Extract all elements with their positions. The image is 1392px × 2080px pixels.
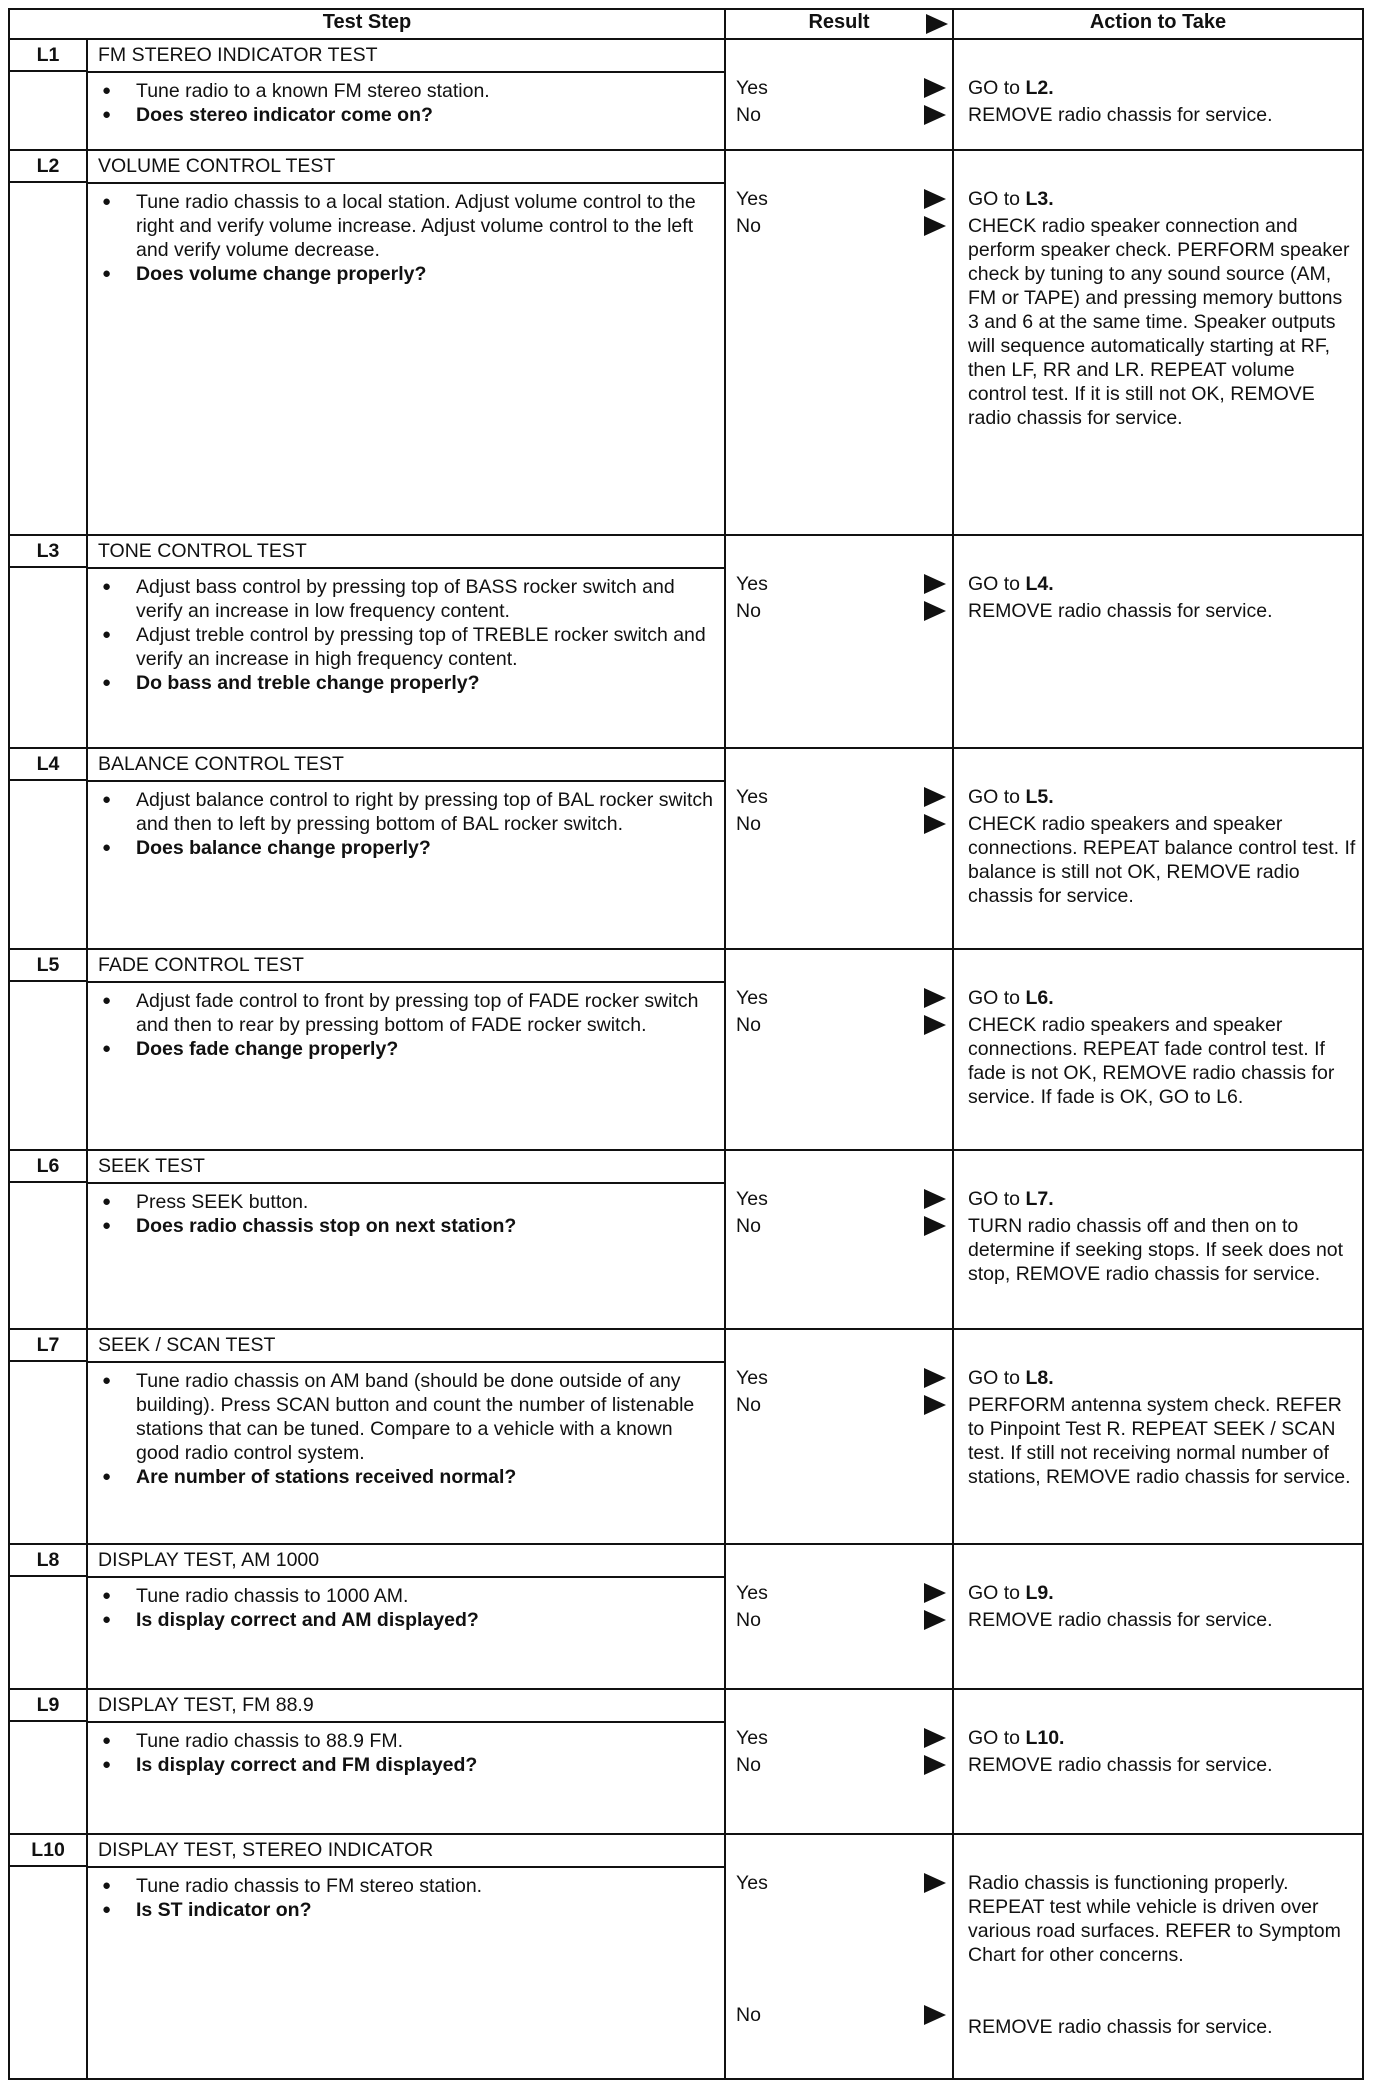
- step-bullets: [98, 575, 716, 695]
- result-no-line: [736, 103, 946, 127]
- step-question: ● Does volume change properly?: [136, 262, 716, 286]
- action-cell: [953, 1689, 1363, 1834]
- step-title: DISPLAY TEST, STEREO INDICATOR: [87, 1834, 725, 1867]
- result-yes: Yes: [736, 573, 768, 595]
- step-instruction: ● Tune radio chassis to FM stereo station.: [136, 1874, 716, 1898]
- yes-action: [968, 1187, 1356, 1211]
- arrow-icon: [924, 787, 946, 807]
- step-title-row: [9, 1689, 1363, 1722]
- result-no-line: [736, 1214, 946, 1238]
- step-body: [87, 1183, 725, 1329]
- step-title: DISPLAY TEST, FM 88.9: [87, 1689, 725, 1722]
- step-body: [87, 1722, 725, 1834]
- result-yes: Yes: [736, 1727, 768, 1749]
- step-instruction: ● Tune radio chassis to a local station. Adjust volume control to the right and verify volume increase. Adjust volume control to the left and verify volume decrease.: [136, 190, 716, 262]
- action-cell: [953, 1834, 1363, 2079]
- yes-action: [968, 187, 1356, 211]
- action-cell: [953, 150, 1363, 535]
- step-id: L6: [10, 1151, 86, 1183]
- arrow-icon: [924, 1873, 946, 1893]
- yes-action-prefix: GO to: [968, 573, 1026, 595]
- result-yes-line: [736, 1581, 946, 1605]
- no-action: REMOVE radio chassis for service.: [968, 104, 1273, 126]
- arrow-icon: [924, 78, 946, 98]
- result-no-line: [736, 599, 946, 623]
- arrow-icon: [924, 105, 946, 125]
- step-instruction: ● Tune radio chassis to 1000 AM.: [136, 1584, 716, 1608]
- step-id-blank: [9, 781, 87, 949]
- step-instruction: ● Press SEEK button.: [136, 1190, 716, 1214]
- yes-action: [968, 785, 1356, 809]
- action-cell: [953, 1150, 1363, 1329]
- step-instruction: ● Adjust treble control by pressing top of TREBLE rocker switch and verify an increase in high frequency content.: [136, 623, 716, 671]
- result-yes-line: [736, 76, 946, 100]
- no-action: CHECK radio speakers and speaker connections. REPEAT balance control test. If balance is still not OK, REMOVE radio chassis for service.: [968, 813, 1356, 907]
- result-yes-line: [736, 1187, 946, 1211]
- arrow-icon: [924, 2005, 946, 2025]
- step-title-row: [9, 949, 1363, 982]
- yes-action-prefix: GO to: [968, 1727, 1026, 1749]
- step-id: L1: [10, 40, 86, 72]
- step-bullets: [98, 1190, 716, 1238]
- arrow-icon: [924, 601, 946, 621]
- result-cell: [725, 39, 953, 150]
- step-title: DISPLAY TEST, AM 1000: [87, 1544, 725, 1577]
- result-no-line: [736, 1393, 946, 1417]
- yes-action-target: L7.: [1025, 1188, 1054, 1210]
- step-bullets: [98, 1369, 716, 1489]
- result-cell: [725, 150, 953, 535]
- result-yes: Yes: [736, 987, 768, 1009]
- step-title: FADE CONTROL TEST: [87, 949, 725, 982]
- action-cell: [953, 949, 1363, 1150]
- step-id-blank: [9, 183, 87, 535]
- yes-action: [968, 986, 1356, 1010]
- step-bullets: [98, 190, 716, 286]
- yes-action-target: L4.: [1025, 573, 1054, 595]
- no-action: REMOVE radio chassis for service.: [968, 1754, 1273, 1776]
- step-id: L8: [10, 1545, 86, 1577]
- arrow-icon: [926, 14, 948, 34]
- result-yes-line: [736, 785, 946, 809]
- header-test-step: Test Step: [9, 9, 725, 39]
- yes-action-target: L2.: [1025, 77, 1054, 99]
- arrow-icon: [924, 189, 946, 209]
- step-title: SEEK / SCAN TEST: [87, 1329, 725, 1362]
- result-no-line: [736, 812, 946, 836]
- no-action: PERFORM antenna system check. REFER to Pinpoint Test R. REPEAT SEEK / SCAN test. If still not receiving normal number of stations, REMOVE radio chassis for service.: [968, 1394, 1351, 1488]
- step-title: BALANCE CONTROL TEST: [87, 748, 725, 781]
- result-no: No: [736, 215, 761, 237]
- no-action: REMOVE radio chassis for service.: [968, 1609, 1273, 1631]
- step-body: [87, 72, 725, 150]
- step-instruction: ● Tune radio chassis to 88.9 FM.: [136, 1729, 716, 1753]
- action-cell: [953, 1329, 1363, 1544]
- arrow-icon: [924, 1395, 946, 1415]
- arrow-icon: [924, 216, 946, 236]
- step-title-row: [9, 535, 1363, 568]
- step-bullets: [98, 1584, 716, 1632]
- step-id-cell: [9, 1689, 87, 1722]
- yes-action-prefix: GO to: [968, 1367, 1026, 1389]
- header-result: [725, 9, 953, 39]
- step-title-row: [9, 748, 1363, 781]
- yes-action-prefix: GO to: [968, 188, 1026, 210]
- arrow-icon: [924, 1216, 946, 1236]
- yes-action: Radio chassis is functioning properly. REPEAT test while vehicle is driven over various road surfaces. REFER to Symptom Chart for other concerns.: [968, 1872, 1341, 1966]
- arrow-icon: [924, 1189, 946, 1209]
- step-title-row: [9, 39, 1363, 72]
- result-no-line: [736, 2003, 946, 2027]
- result-yes: Yes: [736, 1188, 768, 1210]
- step-id-blank: [9, 1183, 87, 1329]
- step-title-row: [9, 1150, 1363, 1183]
- step-instruction: ● Tune radio chassis on AM band (should be done outside of any building). Press SCAN button and count the number of listenable stations that can be tuned. Compare to a vehicle with a known good radio control system.: [136, 1369, 716, 1465]
- step-id-blank: [9, 1362, 87, 1544]
- yes-action: [968, 1726, 1356, 1750]
- pinpoint-test-sheet: [8, 8, 1362, 2080]
- no-action: CHECK radio speaker connection and perform speaker check. PERFORM speaker check by tuning to any sound source (AM, FM or TAPE) and pressing memory buttons 3 and 6 at the same time. Speaker outputs will sequence automatically starting at RF, then LF, RR and LR. REPEAT volume control test. If it is still not OK, REMOVE radio chassis for service.: [968, 215, 1350, 429]
- result-yes-line: [736, 986, 946, 1010]
- result-yes-line: [736, 1366, 946, 1390]
- result-cell: [725, 1150, 953, 1329]
- result-no: No: [736, 1215, 761, 1237]
- step-bullets: [98, 1729, 716, 1777]
- step-question: ● Are number of stations received normal?: [136, 1465, 716, 1489]
- result-no: No: [736, 1014, 761, 1036]
- yes-action-target: L8.: [1025, 1367, 1054, 1389]
- result-yes: Yes: [736, 1582, 768, 1604]
- arrow-icon: [924, 1583, 946, 1603]
- step-id: L3: [10, 536, 86, 568]
- step-instruction: ● Tune radio to a known FM stereo station.: [136, 79, 716, 103]
- arrow-icon: [924, 1015, 946, 1035]
- step-question: ● Is display correct and AM displayed?: [136, 1608, 716, 1632]
- header-action: Action to Take: [953, 9, 1363, 39]
- result-no: No: [736, 2004, 761, 2026]
- yes-action-target: L3.: [1025, 188, 1054, 210]
- arrow-icon: [924, 1755, 946, 1775]
- step-question: ● Do bass and treble change properly?: [136, 671, 716, 695]
- step-id-blank: [9, 1867, 87, 2079]
- step-title-row: [9, 1544, 1363, 1577]
- step-question: ● Is display correct and FM displayed?: [136, 1753, 716, 1777]
- step-id-blank: [9, 72, 87, 150]
- step-id-cell: [9, 1834, 87, 1867]
- action-cell: [953, 39, 1363, 150]
- step-id-blank: [9, 982, 87, 1150]
- result-yes: Yes: [736, 1872, 768, 1894]
- arrow-icon: [924, 988, 946, 1008]
- step-id-cell: [9, 535, 87, 568]
- yes-action-target: L6.: [1025, 987, 1054, 1009]
- result-cell: [725, 1329, 953, 1544]
- yes-action: [968, 1581, 1356, 1605]
- step-question: ● Does stereo indicator come on?: [136, 103, 716, 127]
- step-body: [87, 1362, 725, 1544]
- result-yes: Yes: [736, 77, 768, 99]
- action-cell: [953, 535, 1363, 748]
- yes-action-prefix: GO to: [968, 1582, 1026, 1604]
- step-id: L5: [10, 950, 86, 982]
- result-no-line: [736, 1013, 946, 1037]
- step-title-row: [9, 1329, 1363, 1362]
- step-id-cell: [9, 748, 87, 781]
- step-title-row: [9, 1834, 1363, 1867]
- step-title: SEEK TEST: [87, 1150, 725, 1183]
- arrow-icon: [924, 1368, 946, 1388]
- test-table: [8, 8, 1364, 2080]
- action-cell: [953, 1544, 1363, 1689]
- result-cell: [725, 949, 953, 1150]
- step-body: [87, 183, 725, 535]
- yes-action-prefix: GO to: [968, 786, 1026, 808]
- step-id: L10: [10, 1835, 86, 1867]
- result-no: No: [736, 1754, 761, 1776]
- step-body: [87, 781, 725, 949]
- step-id-blank: [9, 568, 87, 748]
- step-question: ● Does balance change properly?: [136, 836, 716, 860]
- result-no: No: [736, 104, 761, 126]
- yes-action: [968, 76, 1356, 100]
- step-body: [87, 1867, 725, 2079]
- yes-action-target: L5.: [1025, 786, 1054, 808]
- step-id-cell: [9, 150, 87, 183]
- step-id: L2: [10, 151, 86, 183]
- yes-action: [968, 572, 1356, 596]
- header-row: [9, 9, 1363, 39]
- result-yes-line: [736, 1871, 946, 1895]
- step-question: ● Is ST indicator on?: [136, 1898, 716, 1922]
- result-cell: [725, 1544, 953, 1689]
- step-question: ● Does fade change properly?: [136, 1037, 716, 1061]
- step-body: [87, 1577, 725, 1689]
- step-title-row: [9, 150, 1363, 183]
- step-id-cell: [9, 949, 87, 982]
- action-cell: [953, 748, 1363, 949]
- arrow-icon: [924, 814, 946, 834]
- step-title: TONE CONTROL TEST: [87, 535, 725, 568]
- result-yes: Yes: [736, 1367, 768, 1389]
- step-id: L7: [10, 1330, 86, 1362]
- step-bullets: [98, 79, 716, 127]
- step-id-cell: [9, 1329, 87, 1362]
- result-no: No: [736, 1609, 761, 1631]
- header-result-label: Result: [808, 11, 870, 33]
- result-cell: [725, 748, 953, 949]
- step-id-blank: [9, 1577, 87, 1689]
- step-title: FM STEREO INDICATOR TEST: [87, 39, 725, 72]
- step-bullets: [98, 989, 716, 1061]
- result-no-line: [736, 1753, 946, 1777]
- result-yes: Yes: [736, 786, 768, 808]
- result-no-line: [736, 1608, 946, 1632]
- yes-action-prefix: GO to: [968, 77, 1026, 99]
- result-yes: Yes: [736, 188, 768, 210]
- result-yes-line: [736, 572, 946, 596]
- result-no: No: [736, 1394, 761, 1416]
- arrow-icon: [924, 1728, 946, 1748]
- step-title: VOLUME CONTROL TEST: [87, 150, 725, 183]
- step-instruction: ● Adjust balance control to right by pressing top of BAL rocker switch and then to left by pressing bottom of BAL rocker switch.: [136, 788, 716, 836]
- yes-action-target: L9.: [1025, 1582, 1054, 1604]
- result-yes-line: [736, 1726, 946, 1750]
- no-action: REMOVE radio chassis for service.: [968, 600, 1273, 622]
- yes-action: [968, 1366, 1356, 1390]
- no-action: CHECK radio speakers and speaker connections. REPEAT fade control test. If fade is not OK, REMOVE radio chassis for service. If fade is OK, GO to L6.: [968, 1014, 1335, 1108]
- step-id: L9: [10, 1690, 86, 1722]
- step-id-cell: [9, 1544, 87, 1577]
- step-body: [87, 982, 725, 1150]
- step-bullets: [98, 1874, 716, 1922]
- step-id-cell: [9, 39, 87, 72]
- step-id-blank: [9, 1722, 87, 1834]
- step-question: ● Does radio chassis stop on next station?: [136, 1214, 716, 1238]
- result-no: No: [736, 813, 761, 835]
- yes-action-prefix: GO to: [968, 987, 1026, 1009]
- step-instruction: ● Adjust bass control by pressing top of BASS rocker switch and verify an increase in low frequency content.: [136, 575, 716, 623]
- step-bullets: [98, 788, 716, 860]
- result-cell: [725, 1834, 953, 2079]
- no-action: REMOVE radio chassis for service.: [968, 2016, 1273, 2038]
- result-yes-line: [736, 187, 946, 211]
- no-action: TURN radio chassis off and then on to determine if seeking stops. If seek does not stop, REMOVE radio chassis for service.: [968, 1215, 1344, 1285]
- arrow-icon: [924, 1610, 946, 1630]
- result-cell: [725, 535, 953, 748]
- step-body: [87, 568, 725, 748]
- yes-action-target: L10.: [1025, 1727, 1065, 1749]
- result-cell: [725, 1689, 953, 1834]
- step-instruction: ● Adjust fade control to front by pressing top of FADE rocker switch and then to rear by pressing bottom of FADE rocker switch.: [136, 989, 716, 1037]
- yes-action-prefix: GO to: [968, 1188, 1026, 1210]
- step-id: L4: [10, 749, 86, 781]
- step-id-cell: [9, 1150, 87, 1183]
- result-no-line: [736, 214, 946, 238]
- result-no: No: [736, 600, 761, 622]
- arrow-icon: [924, 574, 946, 594]
